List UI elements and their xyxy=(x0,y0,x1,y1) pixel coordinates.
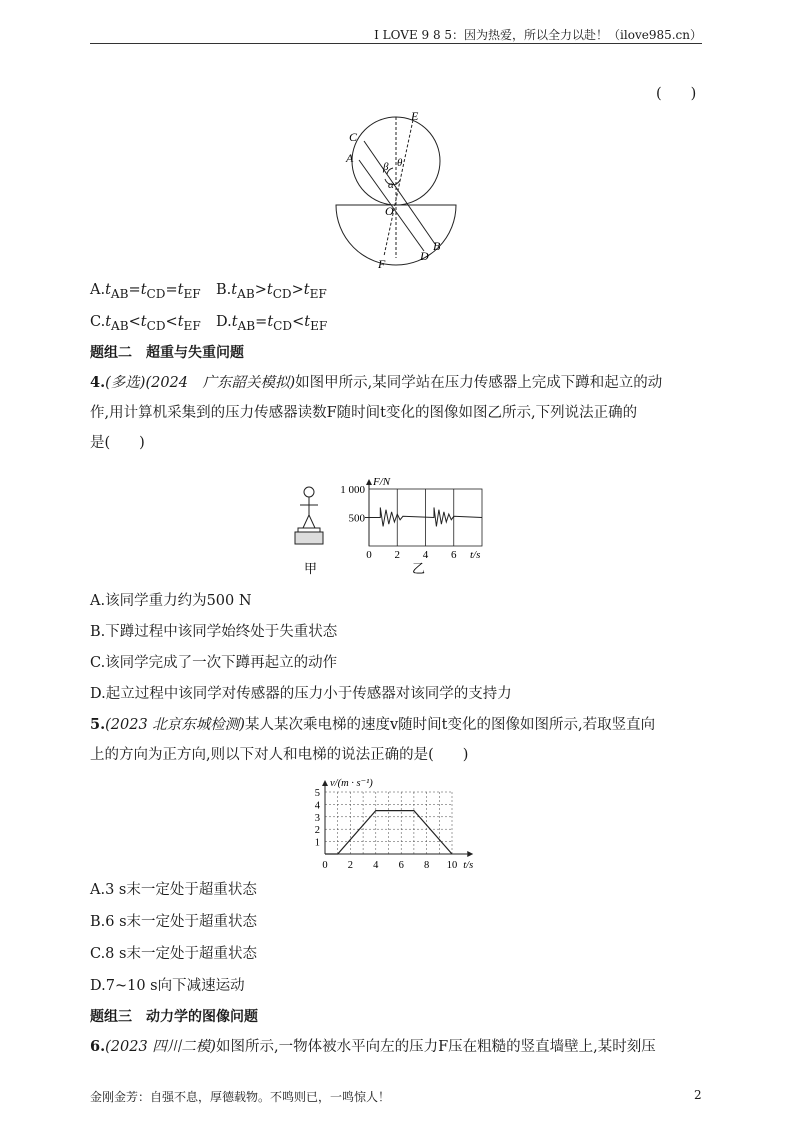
y-axis-label: v/(m · s⁻¹) xyxy=(330,778,373,789)
label-E: E xyxy=(411,109,419,123)
q4-option-b: B.下蹲过程中该同学始终处于失重状态 xyxy=(90,624,338,640)
y-axis-arrow xyxy=(366,479,372,485)
q4-stem-line2: 作,用计算机采集到的压力传感器读数F随时间t变化的图像如图乙所示,下列说法正确的 xyxy=(90,405,638,421)
x-tick-2: 2 xyxy=(394,549,400,561)
x-tick-6: 6 xyxy=(451,549,457,561)
velocity-time-chart xyxy=(300,770,490,878)
q4-option-c: C.该同学完成了一次下蹲再起立的动作 xyxy=(90,655,338,671)
group2-title: 题组二 超重与失重问题 xyxy=(90,345,244,361)
person-on-sensor-icon xyxy=(295,487,323,544)
label-beta: β xyxy=(383,161,389,173)
label-D: D xyxy=(420,249,429,263)
label-F: F xyxy=(378,257,386,271)
y-axis-label: F/N xyxy=(373,476,391,488)
q3-answer-paren: ( ) xyxy=(656,86,697,102)
q5-stem-line1: 5.(2023 北京东城检测)某人某次乘电梯的速度v随时间t变化的图像如图所示,若取竖直向 xyxy=(90,716,656,733)
y-axis-arrow xyxy=(322,780,328,786)
label-O: O xyxy=(385,204,394,218)
label-B: B xyxy=(433,239,441,253)
label-theta: θ xyxy=(397,157,403,169)
q4-option-d: D.起立过程中该同学对传感器的压力小于传感器对该同学的支持力 xyxy=(90,686,512,702)
label-A: A xyxy=(346,151,354,165)
y-tick-500: 500 xyxy=(348,512,365,525)
label-C: C xyxy=(349,130,358,144)
x-tick-0: 0 xyxy=(366,549,372,561)
q4-figure xyxy=(290,475,505,580)
page-number: 2 xyxy=(694,1088,702,1102)
q3-option-c: $C.t_{AB}<t_{CD}<t_{EF}$ xyxy=(90,314,201,333)
x-axis-label: t/s xyxy=(463,860,474,871)
q3-option-d: $D.t_{AB}=t_{CD}<t_{EF}$ xyxy=(216,314,328,333)
x-axis-arrow xyxy=(467,851,473,857)
y-tick-1: 1 xyxy=(314,837,320,849)
x-tick-6: 6 xyxy=(398,860,404,871)
y-tick-2: 2 xyxy=(314,825,320,837)
y-tick-4: 4 xyxy=(314,800,320,812)
x-tick-10: 10 xyxy=(446,860,458,871)
force-time-chart xyxy=(340,476,482,561)
y-tick-1000: 1 000 xyxy=(340,484,365,496)
q4-stem-line1: 4.(多选)(2024 广东韶关模拟)如图甲所示,某同学站在压力传感器上完成下蹲和起立的动 xyxy=(90,374,663,391)
header-rule xyxy=(90,43,702,44)
q4-option-a: A.该同学重力约为500 N xyxy=(90,593,252,609)
x-tick-4: 4 xyxy=(422,549,429,561)
footer-motto: 金刚金芳：自强不息，厚德载物。不鸣则已，一鸣惊人！ xyxy=(90,1090,391,1104)
q3-option-a: $A.t_{AB}=t_{CD}=t_{EF}$ xyxy=(90,282,201,301)
q5-option-d: D.7~10 s向下减速运动 xyxy=(90,978,245,994)
page-header: I LOVE 9 8 5：因为热爱，所以全力以赴！（ilove985.cn） xyxy=(374,28,702,42)
q5-option-b: B.6 s末一定处于超重状态 xyxy=(90,914,258,930)
q5-option-c: C.8 s末一定处于超重状态 xyxy=(90,946,257,962)
q3-circle-figure xyxy=(330,108,465,273)
y-tick-3: 3 xyxy=(314,812,320,824)
q6-stem-line1: 6.(2023 四川二模)如图所示,一物体被水平向左的压力F压在粗糙的竖直墙壁上,某时刻压 xyxy=(90,1038,656,1055)
q3-option-b: $B.t_{AB}>t_{CD}>t_{EF}$ xyxy=(216,282,327,301)
x-tick-8: 8 xyxy=(423,860,430,871)
y-tick-5: 5 xyxy=(314,788,320,799)
x-tick-4: 4 xyxy=(373,860,379,871)
q4-stem-line3: 是( ) xyxy=(90,435,145,451)
caption-yi: 乙 xyxy=(412,561,426,576)
x-tick-0: 0 xyxy=(322,860,328,871)
q5-option-a: A.3 s末一定处于超重状态 xyxy=(90,882,257,898)
x-axis-label: t/s xyxy=(470,549,481,561)
label-alpha: α xyxy=(388,179,394,191)
caption-jia: 甲 xyxy=(304,561,318,576)
x-tick-2: 2 xyxy=(347,860,354,871)
q5-stem-line2: 上的方向为正方向,则以下对人和电梯的说法正确的是( ) xyxy=(90,747,469,763)
group3-title: 题组三 动力学的图像问题 xyxy=(90,1009,258,1025)
